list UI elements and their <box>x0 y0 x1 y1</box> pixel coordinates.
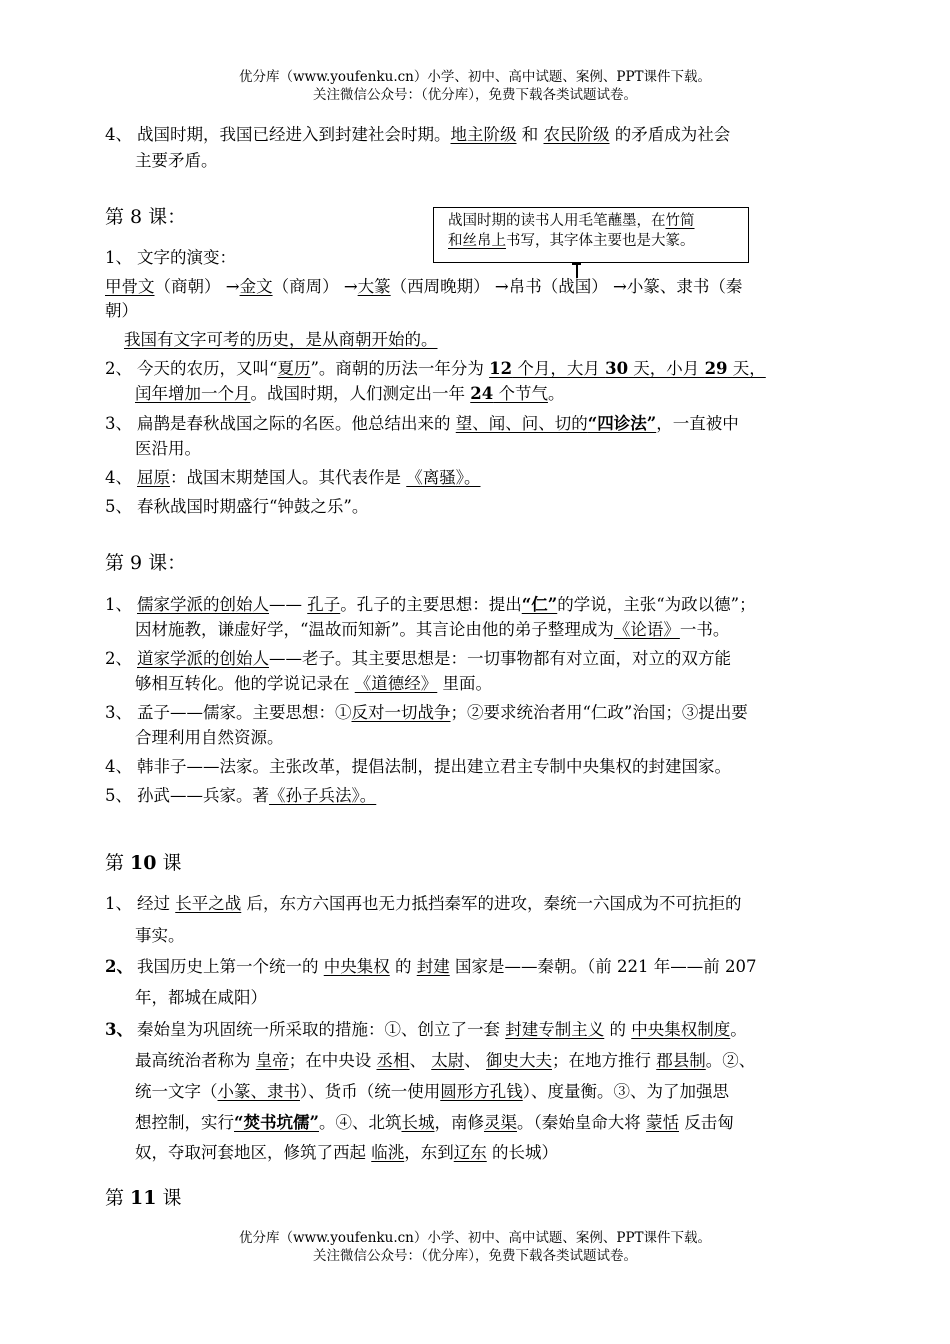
l10-item1-line1: 1、 经过 长平之战 后，东方六国再也无力抵挡秦军的进攻，秦统一六国成为不可抗拒的 <box>105 894 742 913</box>
l10-item2-line1: 2、 我国历史上第一个统一的 中央集权 的 封建 国家是——秦朝。（前 221 年——前 207 <box>105 957 757 976</box>
l10-item3-line5: 奴，夺取河套地区，修筑了西起 临洮，东到辽东 的长城） <box>135 1143 558 1162</box>
l10-item2-line2: 年，都城在咸阳） <box>135 988 267 1007</box>
lesson8-title: 第 8 课： <box>105 206 187 228</box>
lesson10-title: 第 10 课 <box>105 852 182 874</box>
page-header <box>0 68 950 104</box>
l9-item1-line1: 1、 儒家学派的创始人—— 孔子。孔子的主要思想：提出“仁”的学说，主张“为政以德”； <box>105 595 756 614</box>
l9-item3-line2: 合理利用自然资源。 <box>135 728 284 747</box>
l10-item3-line1: 3、 秦始皇为巩固统一所采取的措施：①、创立了一套 封建专制主义 的 中央集权制度。 <box>105 1020 747 1039</box>
l8-evolution-line1: 甲骨文（商朝） →金文（商周） →大篆（西周晚期） →帛书（战国） →小篆、隶书（秦 <box>105 277 743 296</box>
l8-item5: 5、 春秋战国时期盛行“钟鼓之乐”。 <box>105 497 369 516</box>
l8-item3-line2: 医沿用。 <box>135 439 201 458</box>
l10-item3-line4: 想控制，实行“焚书坑儒”。④、北筑长城，南修灵渠。（秦始皇命大将 蒙恬 反击匈 <box>135 1113 734 1132</box>
l8-item4: 4、 屈原：战国末期楚国人。其代表作是 《离骚》。 <box>105 468 481 487</box>
l9-item1-line2: 因材施教，谦虚好学，“温故而知新”。其言论由他的弟子整理成为《论语》一书。 <box>135 620 730 639</box>
l7-item4-line1: 4、 战国时期，我国已经进入到封建社会时期。地主阶级 和 农民阶级 的矛盾成为社会 <box>105 125 731 144</box>
footer-line-1: 优分库（www.youfenku.cn）小学、初中、高中试题、案例、PPT课件下载。 <box>238 1230 712 1246</box>
lesson9-title: 第 9 课： <box>105 552 187 574</box>
l9-item2-line1: 2、 道家学派的创始人——老子。其主要思想是：一切事物都有对立面，对立的双方能 <box>105 649 731 668</box>
l9-item3-line1: 3、 孟子——儒家。主要思想：①反对一切战争；②要求统治者用“仁政”治国；③提出要 <box>105 703 748 722</box>
note-box: 战国时期的读书人用毛笔蘸墨，在竹简 和丝帛上书写，其字体主要也是大篆。 <box>433 207 749 263</box>
l9-item4: 4、 韩非子——法家。主张改革，提倡法制，提出建立君主专制中央集权的封建国家。 <box>105 757 731 776</box>
l9-item2-line2: 够相互转化。他的学说记录在 《道德经》 里面。 <box>135 674 492 693</box>
l10-item3-line2: 最高统治者称为 皇帝；在中央设 丞相、 太尉、 御史大夫；在地方推行 郡县制。②、 <box>135 1051 756 1070</box>
l8-fact: 我国有文字可考的历史，是从商朝开始的。 <box>124 330 438 349</box>
header-line-1: 优分库（www.youfenku.cn）小学、初中、高中试题、案例、PPT课件下载。 <box>238 69 712 85</box>
l7-item4-line2: 主要矛盾。 <box>135 151 218 170</box>
l9-item5: 5、 孙武——兵家。著《孙子兵法》。 <box>105 786 377 805</box>
header-line-2: 关注微信公众号：（优分库），免费下载各类试题试卷。 <box>313 87 637 103</box>
l8-item2-line2: 闰年增加一个月。战国时期，人们测定出一年 24 个节气。 <box>135 384 565 403</box>
l8-evolution-line2: 朝） <box>105 301 138 320</box>
l10-item3-line3: 统一文字（小篆、隶书）、货币（统一使用圆形方孔钱）、度量衡。③、为了加强思 <box>135 1082 729 1101</box>
footer-line-2: 关注微信公众号：（优分库），免费下载各类试题试卷。 <box>313 1248 637 1264</box>
l10-item1-line2: 事实。 <box>135 926 185 945</box>
l8-item3-line1: 3、 扁鹊是春秋战国之际的名医。他总结出来的 望、闻、问、切的“四诊法”，一直被中 <box>105 414 739 433</box>
lesson11-title: 第 11 课 <box>105 1187 182 1209</box>
l8-item2-line1: 2、 今天的农历，又叫“夏历”。商朝的历法一年分为 12 个月，大月 30 天，小月 29 天， <box>105 359 766 378</box>
l8-item1: 1、 文字的演变： <box>105 248 236 267</box>
page-footer <box>0 1229 950 1265</box>
